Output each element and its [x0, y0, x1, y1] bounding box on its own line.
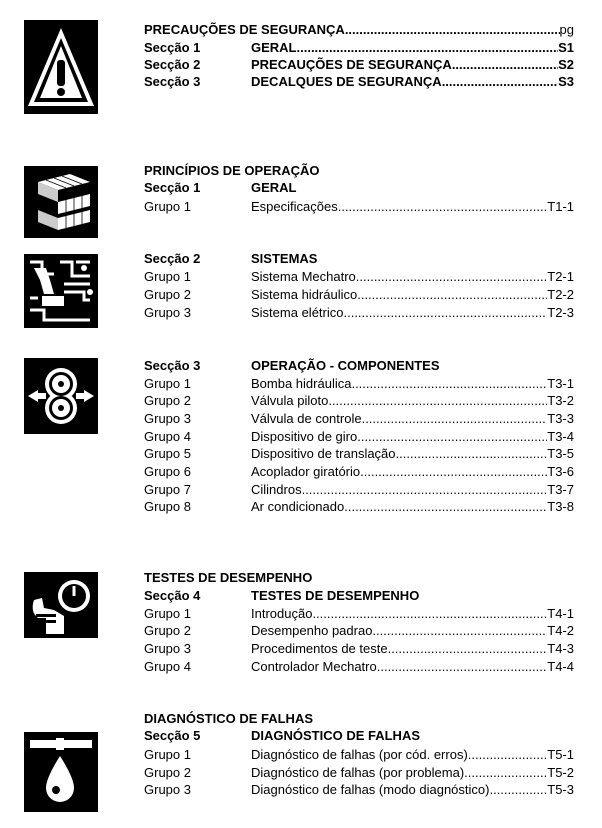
section-header: Secção 1 GERAL	[144, 180, 297, 195]
section-header: Secção 5 DIAGNÓSTICO DE FALHAS	[144, 728, 421, 743]
toc-row[interactable]: Secção 2 PRECAUÇÕES DE SEGURANÇA ..... S2	[144, 57, 574, 73]
section-header: Secção 3 OPERAÇÃO - COMPONENTES	[144, 358, 440, 373]
toc-row[interactable]: Grupo 8 Ar condicionado ..... T3-8	[144, 499, 574, 515]
toc-row[interactable]: Grupo 1 Diagnóstico de falhas (por cód. erros) ..... T5-1	[144, 747, 574, 763]
toc-row[interactable]: Grupo 5 Dispositivo de translação ..... T3-5	[144, 446, 574, 462]
circuit-excavator-icon	[24, 254, 98, 328]
toc-row[interactable]: Grupo 2 Válvula piloto ..... T3-2	[144, 393, 574, 409]
toc-row[interactable]: Grupo 1 Especificações ..... T1-1	[144, 199, 574, 215]
gauge-hand-icon	[24, 572, 98, 638]
performance-title: TESTES DE DESEMPENHO	[144, 570, 313, 585]
cube-s-icon	[24, 166, 98, 238]
safety-title-row	[144, 22, 574, 38]
toc-row[interactable]: Grupo 4 Dispositivo de giro ..... T3-4	[144, 429, 574, 445]
toc-row[interactable]: Grupo 6 Acoplador giratório ..... T3-6	[144, 464, 574, 480]
toc-row[interactable]: Grupo 1 Bomba hidráulica ..... T3-1	[144, 376, 574, 392]
toc-row[interactable]: Grupo 3 Diagnóstico de falhas (modo diagnóstico) ..... T5-3	[144, 782, 574, 798]
toc-row[interactable]: Secção 3 DECALQUES DE SEGURANÇA ..... S3	[144, 74, 574, 90]
warning-triangle-icon	[24, 20, 98, 114]
toc-row[interactable]: Secção 1 GERAL ..... S1	[144, 40, 574, 56]
section-header: Secção 2 SISTEMAS	[144, 251, 318, 266]
toc-row[interactable]: Grupo 2 Desempenho padrao ..... T4-2	[144, 623, 574, 639]
section-header: Secção 4 TESTES DE DESEMPENHO	[144, 588, 420, 603]
toc-row[interactable]: Grupo 2 Sistema hidráulico ..... T2-2	[144, 287, 574, 303]
safety-title: PRECAUÇÕES DE SEGURANÇA	[144, 22, 345, 37]
toc-row[interactable]: Grupo 3 Sistema elétrico ..... T2-3	[144, 305, 574, 321]
toc-row[interactable]: Grupo 1 Introdução ..... T4-1	[144, 606, 574, 622]
pg-label: pg	[559, 22, 574, 37]
toc-row[interactable]: Grupo 4 Controlador Mechatro ..... T4-4	[144, 659, 574, 675]
toc-row[interactable]: Grupo 7 Cilindros ..... T3-7	[144, 482, 574, 498]
toc-row[interactable]: Grupo 1 Sistema Mechatro ..... T2-1	[144, 269, 574, 285]
toc-row[interactable]: Grupo 2 Diagnóstico de falhas (por problema) ..... T5-2	[144, 765, 574, 781]
troubleshooting-title: DIAGNÓSTICO DE FALHAS	[144, 711, 314, 726]
toc-row[interactable]: Grupo 3 Procedimentos de teste ..... T4-3	[144, 641, 574, 657]
drop-wrench-icon	[24, 732, 98, 812]
principles-title: PRINCÍPIOS DE OPERAÇÃO	[144, 163, 320, 178]
toc-row[interactable]: Grupo 3 Válvula de controle ..... T3-3	[144, 411, 574, 427]
gear-pump-icon	[24, 358, 98, 434]
